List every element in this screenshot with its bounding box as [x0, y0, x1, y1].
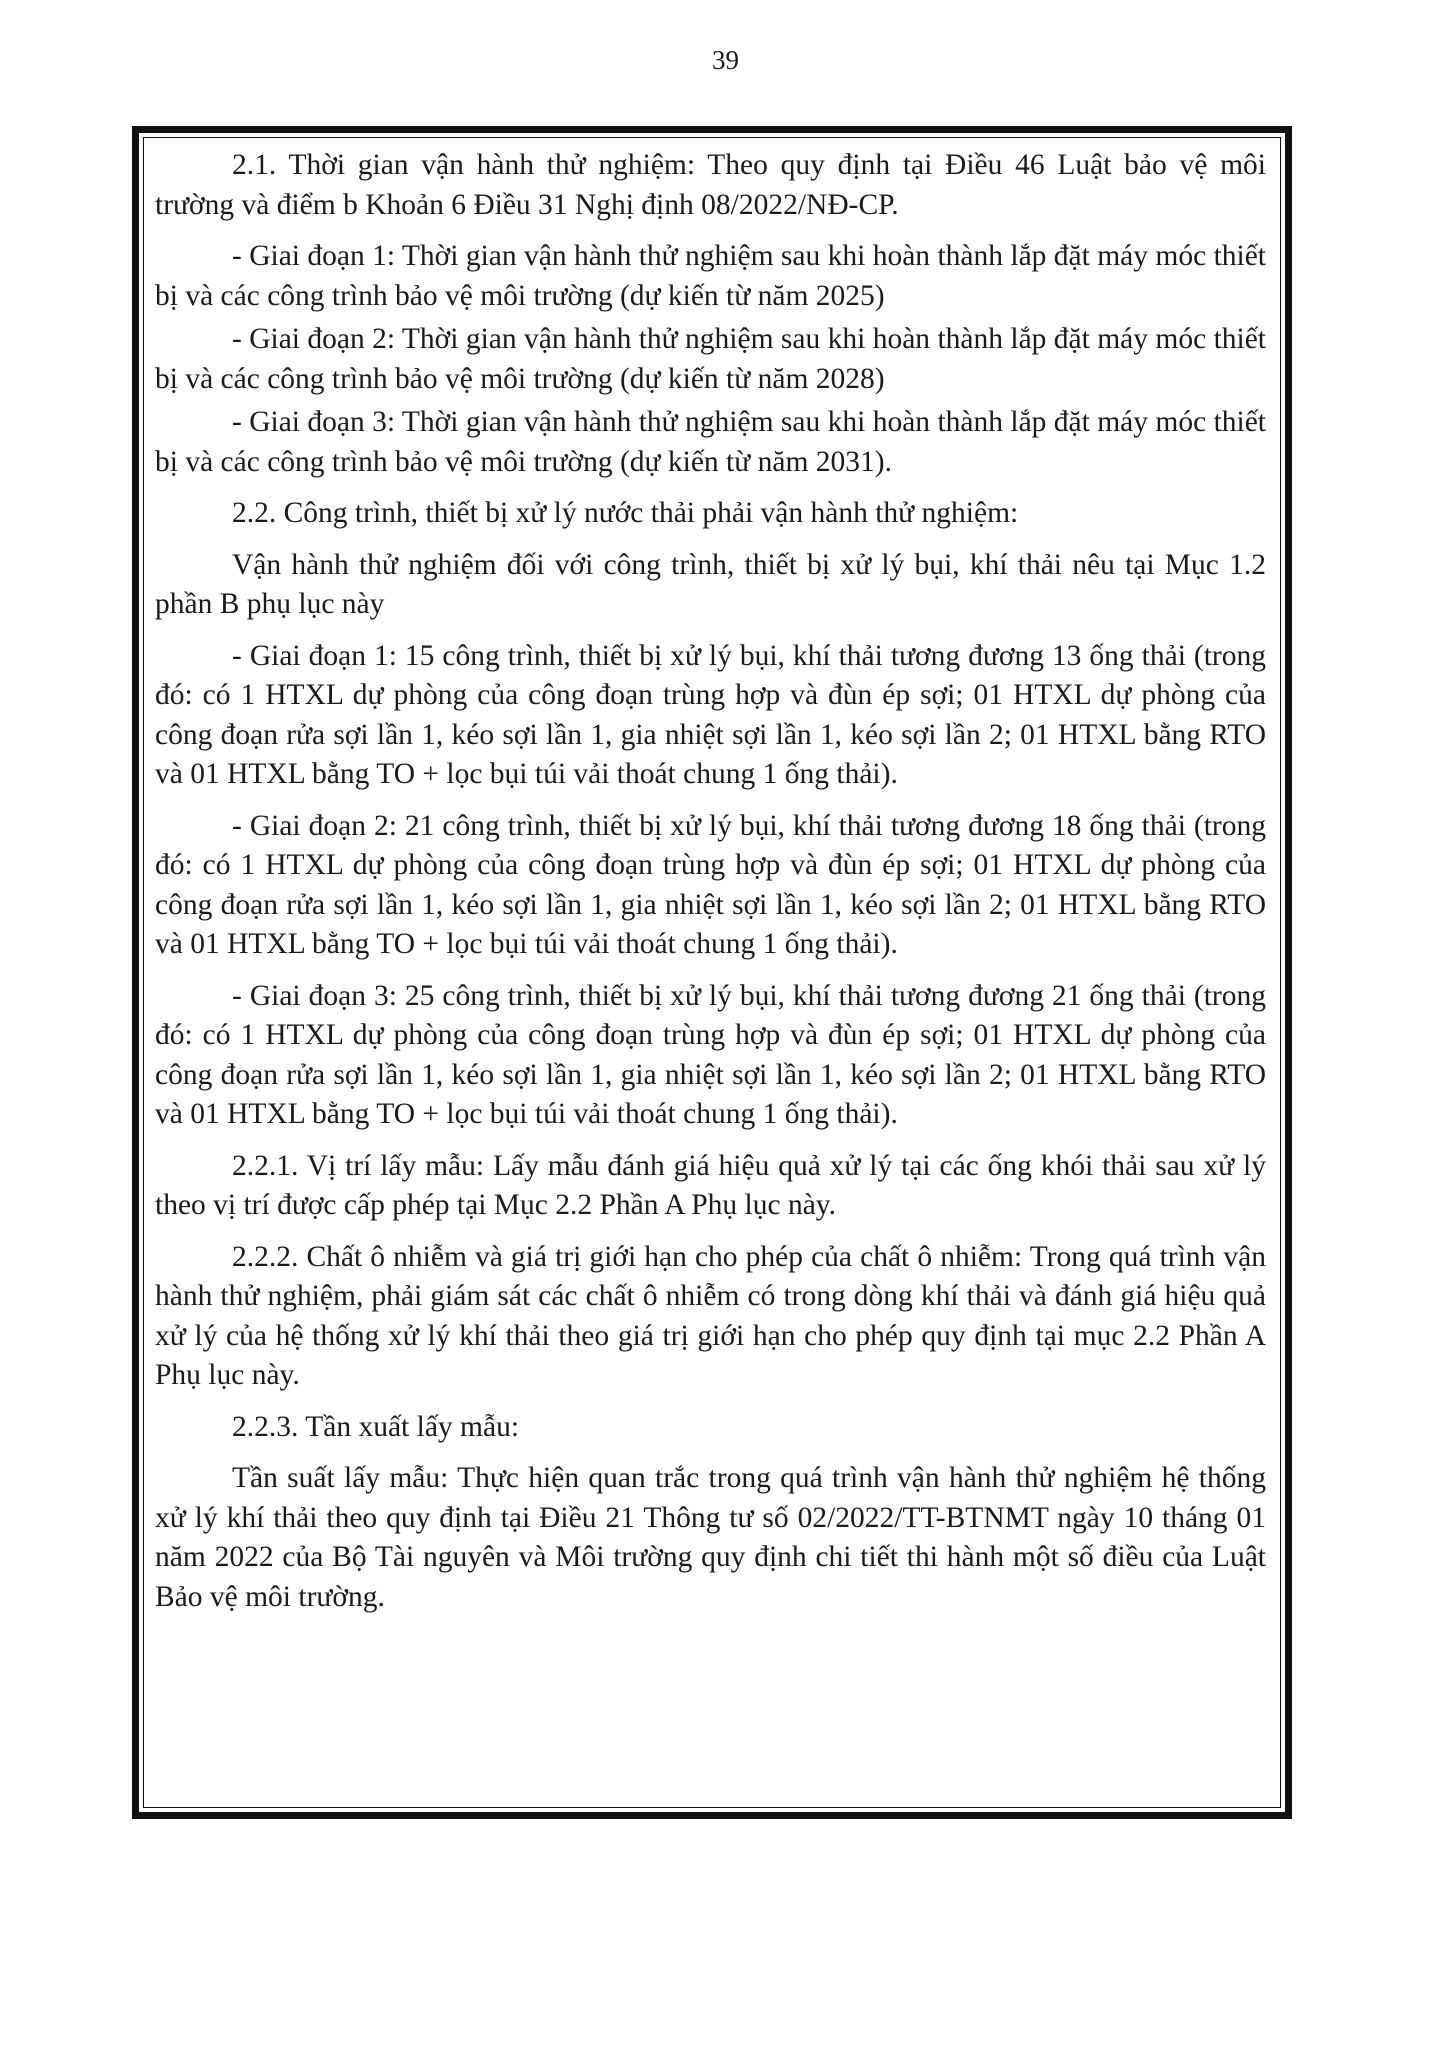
paragraph-phase-3-time: - Giai đoạn 3: Thời gian vận hành thử nghiệm sau khi hoàn thành lắp đặt máy móc thiết bị và các công trình bảo vệ môi trường (dự kiến từ năm 2031).	[155, 406, 1266, 478]
paragraph-pollutants-limits: 2.2.2. Chất ô nhiễm và giá trị giới hạn cho phép của chất ô nhiễm: Trong quá trình vận hành thử nghiệm, phải giám sát các chất ô nhiễm có trong dòng khí thải và đánh giá hiệu quả xử lý của hệ thống xử lý khí thải theo giá trị giới hạn cho phép quy định tại mục 2.2 Phần A Phụ lục này.	[155, 1240, 1266, 1391]
paragraph-phase-2-works: - Giai đoạn 2: 21 công trình, thiết bị xử lý bụi, khí thải tương đương 18 ống thải (trong đó: có 1 HTXL dự phòng của công đoạn trùng hợp và đùn ép sợi; 01 HTXL dự phòng của công đoạn rửa sợi lần 1, kéo sợi lần 1, gia nhiệt sợi lần 1, kéo sợi lần 2; 01 HTXL bằng RTO và 01 HTXL bằng TO + lọc bụi túi vải thoát chung 1 ống thải).	[155, 809, 1266, 960]
paragraph-section-2-2-heading: 2.2. Công trình, thiết bị xử lý nước thải phải vận hành thử nghiệm:	[232, 497, 1019, 529]
paragraph-phase-1-time: - Giai đoạn 1: Thời gian vận hành thử nghiệm sau khi hoàn thành lắp đặt máy móc thiết bị và các công trình bảo vệ môi trường (dự kiến từ năm 2025)	[155, 240, 1266, 312]
paragraph-test-operation-scope: Vận hành thử nghiệm đối với công trình, thiết bị xử lý bụi, khí thải nêu tại Mục 1.2 phần B phụ lục này	[155, 548, 1266, 620]
paragraph-phase-3-works: - Giai đoạn 3: 25 công trình, thiết bị xử lý bụi, khí thải tương đương 21 ống thải (trong đó: có 1 HTXL dự phòng của công đoạn trùng hợp và đùn ép sợi; 01 HTXL dự phòng của công đoạn rửa sợi lần 1, kéo sợi lần 1, gia nhiệt sợi lần 1, kéo sợi lần 2; 01 HTXL bằng RTO và 01 HTXL bằng TO + lọc bụi túi vải thoát chung 1 ống thải).	[155, 979, 1266, 1130]
page-number: 39	[712, 45, 739, 75]
paragraph-test-operation-time: 2.1. Thời gian vận hành thử nghiệm: Theo quy định tại Điều 46 Luật bảo vệ môi trường và điểm b Khoản 6 Điều 31 Nghị định 08/2022/NĐ-CP.	[155, 149, 1266, 221]
paragraph-phase-2-time: - Giai đoạn 2: Thời gian vận hành thử nghiệm sau khi hoàn thành lắp đặt máy móc thiết bị và các công trình bảo vệ môi trường (dự kiến từ năm 2028)	[155, 323, 1266, 395]
paragraph-phase-1-works: - Giai đoạn 1: 15 công trình, thiết bị xử lý bụi, khí thải tương đương 13 ống thải (trong đó: có 1 HTXL dự phòng của công đoạn trùng hợp và đùn ép sợi; 01 HTXL dự phòng của công đoạn rửa sợi lần 1, kéo sợi lần 1, gia nhiệt sợi lần 1, kéo sợi lần 2; 01 HTXL bằng RTO và 01 HTXL bằng TO + lọc bụi túi vải thoát chung 1 ống thải).	[155, 639, 1266, 790]
paragraph-sampling-location: 2.2.1. Vị trí lấy mẫu: Lấy mẫu đánh giá hiệu quả xử lý tại các ống khói thải sau xử lý theo vị trí được cấp phép tại Mục 2.2 Phần A Phụ lục này.	[155, 1149, 1266, 1221]
paragraph-sampling-frequency: Tần suất lấy mẫu: Thực hiện quan trắc trong quá trình vận hành thử nghiệm hệ thống xử lý khí thải theo quy định tại Điều 21 Thông tư số 02/2022/TT-BTNMT ngày 10 tháng 01 năm 2022 của Bộ Tài nguyên và Môi trường quy định chi tiết thi hành một số điều của Luật Bảo vệ môi trường.	[155, 1462, 1266, 1613]
document-body	[155, 146, 1266, 1629]
paragraph-sampling-frequency-heading: 2.2.3. Tần xuất lấy mẫu:	[232, 1410, 520, 1443]
